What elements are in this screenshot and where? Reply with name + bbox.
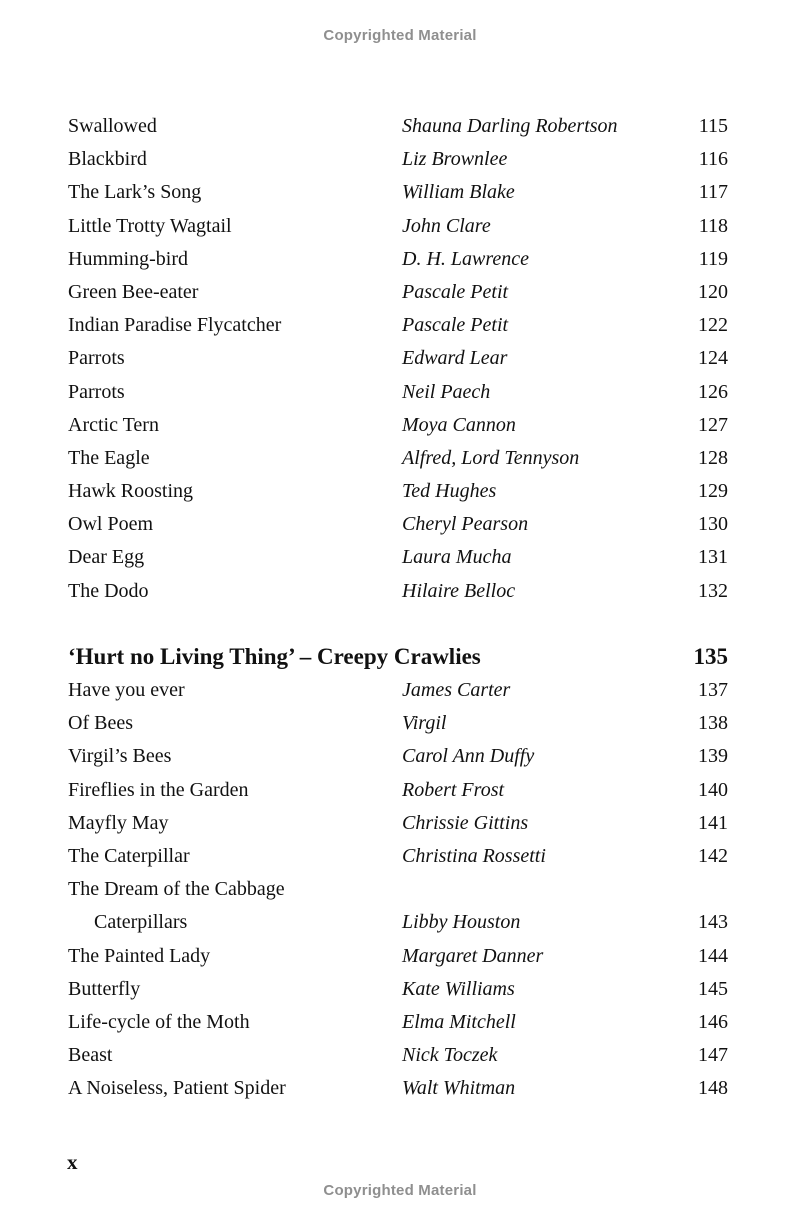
toc-entry-title: Virgil’s Bees: [68, 745, 172, 768]
toc-entry-page: 122: [698, 314, 728, 337]
toc-entry-author: William Blake: [402, 181, 515, 204]
toc-entry: [68, 409, 728, 442]
toc-entry-title: Fireflies in the Garden: [68, 778, 249, 801]
section-heading-page: 135: [693, 644, 728, 669]
toc-entry: [68, 475, 728, 508]
toc-entry-author: Ted Hughes: [402, 480, 497, 503]
toc-entry-title: Have you ever: [68, 679, 185, 701]
toc-entry: [68, 276, 728, 309]
toc-entry-author: Shauna Darling Robertson: [402, 115, 618, 137]
toc-entry-page: 129: [698, 480, 728, 503]
toc-entry-page: 146: [698, 1010, 728, 1033]
toc-entry: [68, 342, 728, 375]
toc-entry-author: Moya Cannon: [402, 413, 516, 436]
toc-entry: [68, 110, 728, 143]
toc-entry-author: Hilaire Belloc: [402, 579, 516, 602]
toc-entry: [68, 1072, 728, 1105]
toc-entry-title: The Dodo: [68, 579, 149, 602]
toc-entry-author: James Carter: [402, 679, 511, 701]
toc-entry-title: Hawk Roosting: [68, 480, 193, 503]
section-heading: [68, 640, 728, 674]
toc-entry: [68, 143, 728, 176]
toc-entry-title: Beast: [68, 1044, 113, 1067]
toc-entry-page: 118: [698, 214, 728, 237]
toc-entry-title: Swallowed: [68, 115, 157, 137]
toc-entry-author: Carol Ann Duffy: [402, 745, 535, 768]
toc-entry-page: 127: [698, 413, 728, 436]
toc-entry-author: Neil Paech: [402, 380, 491, 403]
toc-entry-page: 142: [698, 844, 728, 867]
toc-entry: [68, 442, 728, 475]
toc-entry: [68, 1006, 728, 1039]
toc-entry-page: 116: [698, 148, 728, 171]
toc-entry-page: 117: [698, 181, 728, 204]
toc-entry-author: Walt Whitman: [402, 1077, 516, 1100]
copyright-watermark-bottom: Copyrighted Material: [323, 1182, 477, 1199]
toc-entry-title: Parrots: [68, 380, 125, 403]
toc-entry: [68, 906, 728, 939]
toc-entry-title: Of Bees: [68, 712, 133, 735]
toc-entry: [68, 541, 728, 574]
toc-entry-page: 148: [698, 1077, 728, 1100]
toc-entry-title-continuation: Caterpillars: [94, 911, 188, 934]
toc-entry-page: 139: [698, 745, 728, 768]
toc-entry-page: 147: [698, 1044, 728, 1067]
toc-entry-page: 144: [698, 944, 728, 967]
toc-entry-page: 145: [698, 977, 728, 1000]
toc-entry-title: Arctic Tern: [68, 413, 159, 436]
toc-entry-title: Indian Paradise Flycatcher: [68, 314, 282, 337]
toc-entry-title: The Lark’s Song: [68, 181, 202, 204]
toc-entry: [68, 840, 728, 873]
toc-entry-page: 131: [698, 546, 728, 569]
toc-entry: [68, 210, 728, 243]
toc-entry-title: The Dream of the Cabbage: [68, 878, 285, 901]
toc-entry-author: Edward Lear: [402, 347, 508, 370]
toc-entry: [68, 940, 728, 973]
toc-entry: [68, 740, 728, 773]
toc-entry-page: 126: [698, 380, 728, 403]
copyright-watermark-top: Copyrighted Material: [323, 27, 477, 44]
toc-entry: [68, 674, 728, 707]
toc-entry-title: Little Trotty Wagtail: [68, 214, 232, 237]
toc-entry-page: 115: [698, 115, 728, 137]
toc-entry: [68, 508, 728, 541]
toc-entry-page: 119: [698, 247, 728, 270]
toc-entry: [68, 243, 728, 276]
toc-entry-page: 137: [698, 679, 728, 701]
toc-entry-page: 130: [698, 513, 728, 536]
toc-entry: [68, 774, 728, 807]
toc-entry-title: Owl Poem: [68, 513, 153, 536]
toc-entry: [68, 575, 728, 608]
toc-entry-author: Alfred, Lord Tennyson: [402, 446, 580, 469]
toc-entry: [68, 1039, 728, 1072]
toc-entry-author: Cheryl Pearson: [402, 513, 529, 536]
toc-entry-title: Blackbird: [68, 148, 147, 171]
toc-entry-author: Chrissie Gittins: [402, 811, 529, 834]
toc-entry-author: Margaret Danner: [402, 944, 544, 967]
toc-entry: [68, 176, 728, 209]
toc-entry: [68, 376, 728, 409]
toc-entry-author: John Clare: [402, 214, 491, 237]
toc-entry-page: 138: [698, 712, 728, 735]
toc-entry: [68, 707, 728, 740]
toc-entry-title: Butterfly: [68, 977, 141, 1000]
toc-entry-title: The Eagle: [68, 446, 150, 469]
toc-entry-author: Laura Mucha: [402, 546, 512, 569]
toc-entry-author: Robert Frost: [402, 778, 505, 801]
toc-entry-title: The Caterpillar: [68, 844, 190, 867]
toc-entry-title: A Noiseless, Patient Spider: [68, 1077, 286, 1100]
toc-entry-author: Kate Williams: [402, 977, 515, 1000]
toc-entry-page: 124: [698, 347, 728, 370]
toc-entry-title: Life-cycle of the Moth: [68, 1010, 250, 1033]
toc-entry-page: 140: [698, 778, 728, 801]
toc-entry: [68, 973, 728, 1006]
toc-entry-title: Parrots: [68, 347, 125, 370]
toc-entry-author: D. H. Lawrence: [402, 247, 530, 270]
toc-entry-author: Pascale Petit: [402, 280, 509, 303]
page-folio: x: [67, 1150, 78, 1174]
section-heading-title: ‘Hurt no Living Thing’ – Creepy Crawlies: [68, 644, 481, 669]
toc-entry-author: Nick Toczek: [402, 1044, 498, 1067]
toc-entry: [68, 873, 728, 906]
toc-entry-author: Pascale Petit: [402, 314, 509, 337]
toc-entry-title: The Painted Lady: [68, 944, 211, 967]
toc-section-birds: [68, 110, 728, 608]
toc-entry-page: 141: [698, 811, 728, 834]
toc-section-creepy-crawlies: [68, 640, 728, 1105]
toc-entry-author: Liz Brownlee: [402, 148, 508, 171]
toc-entry-title: Dear Egg: [68, 546, 145, 569]
toc-entry: [68, 309, 728, 342]
toc-entry-author: Christina Rossetti: [402, 844, 546, 867]
toc-entry-author: Libby Houston: [402, 911, 521, 934]
toc-entry-page: 120: [698, 280, 728, 303]
toc-entry-page: 128: [698, 446, 728, 469]
toc-entry-page: 132: [698, 579, 728, 602]
toc-entry-title: Mayfly May: [68, 811, 169, 834]
toc-entry-author: Virgil: [402, 712, 447, 735]
toc-entry: [68, 807, 728, 840]
toc-entry-title: Green Bee-eater: [68, 280, 199, 303]
toc-entry-author: Elma Mitchell: [402, 1010, 516, 1033]
toc-entry-page: 143: [698, 911, 728, 934]
toc-entry-title: Humming-bird: [68, 247, 188, 270]
